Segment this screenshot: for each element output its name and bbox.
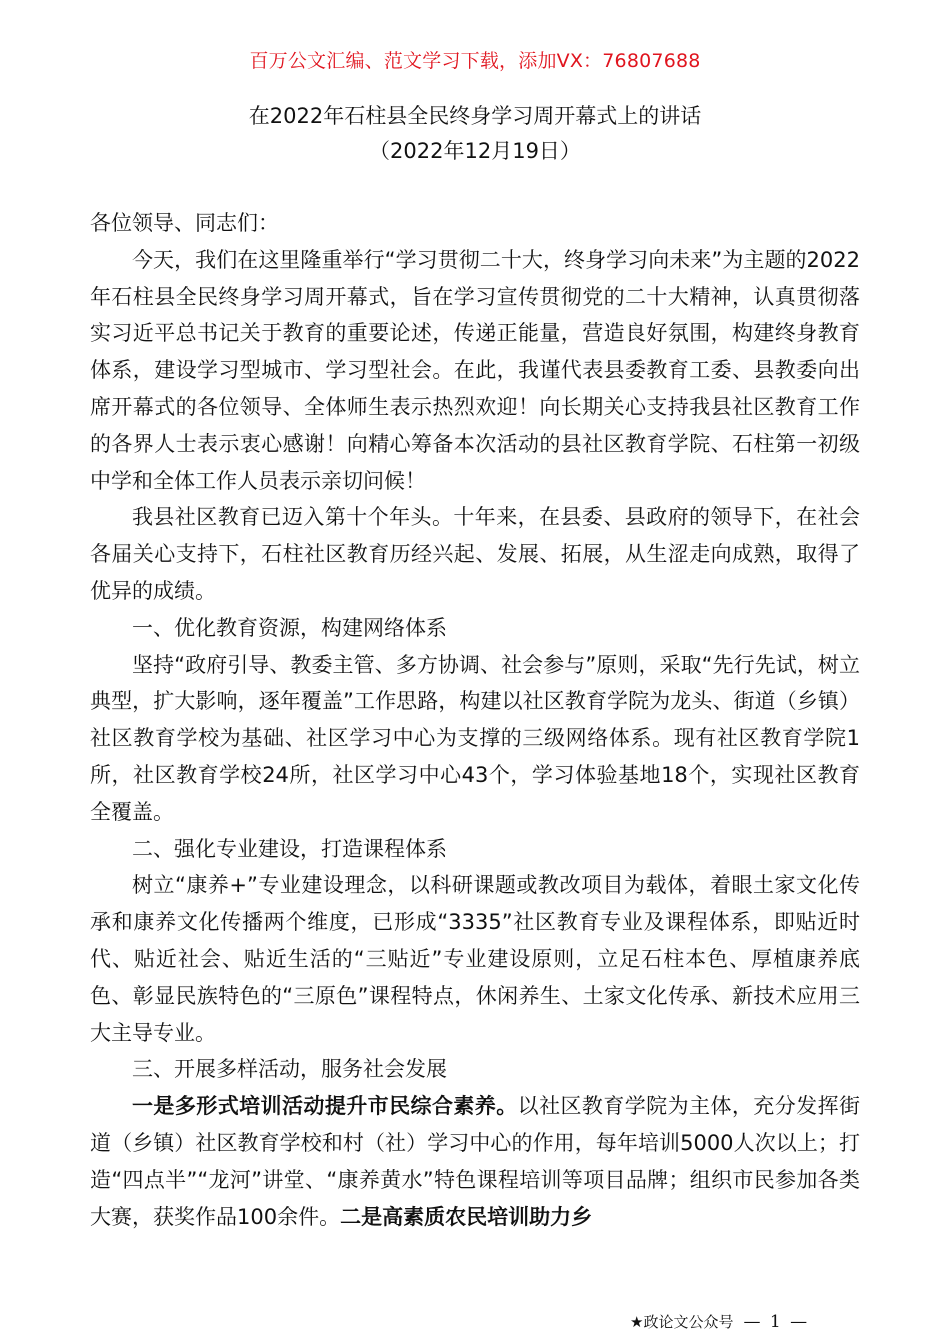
point-one-text: 以社区教育学院为主体，充分发挥街道（乡镇）社区教育学校和村（社）学习中心的作用，每年培训5000人次以上；打造“四点半”“龙河”讲堂、“康养黄水”特色课程培训等项目品牌；组织市民参加各类大赛，获奖作品100余件。	[90, 1094, 861, 1229]
paragraph-network: 坚持“政府引导、教委主管、多方协调、社会参与”原则，采取“先行先试，树立典型，扩大影响，逐年覆盖”工作思路，构建以社区教育学院为龙头、街道（乡镇）社区教育学校为基础、社区学习中心为支撑的三级网络体系。现有社区教育学院1所，社区教育学校24所，社区学习中心43个，学习体验基地18个，实现社区教育全覆盖。	[90, 652, 860, 824]
speech-body	[90, 205, 860, 1235]
section-heading-2: 二、强化专业建设，打造课程体系	[132, 836, 447, 861]
point-one-heading: 一是多形式培训活动提升市民综合素养。	[132, 1094, 518, 1119]
speech-date: （2022年12月19日）	[369, 139, 581, 163]
paragraph-activities	[90, 1088, 860, 1235]
header-note: 百万公文汇编、范文学习下载，添加VX：76807688	[249, 50, 701, 72]
paragraph-curriculum: 树立“康养+”专业建设理念，以科研课题或教改项目为载体，着眼土家文化传承和康养文化传播两个维度，已形成“3335”社区教育专业及课程体系，即贴近时代、贴近社会、贴近生活的“三贴近”专业建设原则，立足石柱本色、厚植康养底色、彰显民族特色的“三原色”课程特点，休闲养生、土家文化传承、新技术应用三大主导专业。	[90, 873, 860, 1045]
page-footer	[630, 1311, 809, 1332]
page-number: — 1 —	[743, 1311, 810, 1332]
speech-title: 在2022年石柱县全民终身学习周开幕式上的讲话	[248, 104, 702, 128]
point-two-heading: 二是高素质农民培训助力乡	[340, 1204, 593, 1229]
section-heading-3: 三、开展多样活动，服务社会发展	[132, 1057, 447, 1082]
footer-source: ★政论文公众号	[630, 1313, 734, 1331]
paragraph-overview: 我县社区教育已迈入第十个年头。十年来，在县委、县政府的领导下，在社会各届关心支持下，石柱社区教育历经兴起、发展、拓展，从生涩走向成熟，取得了优异的成绩。	[90, 505, 860, 603]
section-heading-1: 一、优化教育资源，构建网络体系	[132, 615, 447, 640]
greeting: 各位领导、同志们：	[90, 211, 279, 235]
paragraph-opening: 今天，我们在这里隆重举行“学习贯彻二十大，终身学习向未来”为主题的2022年石柱县全民终身学习周开幕式，旨在学习宣传贯彻党的二十大精神，认真贯彻落实习近平总书记关于教育的重要论述，传递正能量，营造良好氛围，构建终身教育体系，建设学习型城市、学习型社会。在此，我谨代表县委教育工委、县教委向出席开幕式的各位领导、全体师生表示热烈欢迎！向长期关心支持我县社区教育工作的各界人士表示衷心感谢！向精心筹备本次活动的县社区教育学院、石柱第一初级中学和全体工作人员表示亲切问候！	[90, 247, 860, 493]
